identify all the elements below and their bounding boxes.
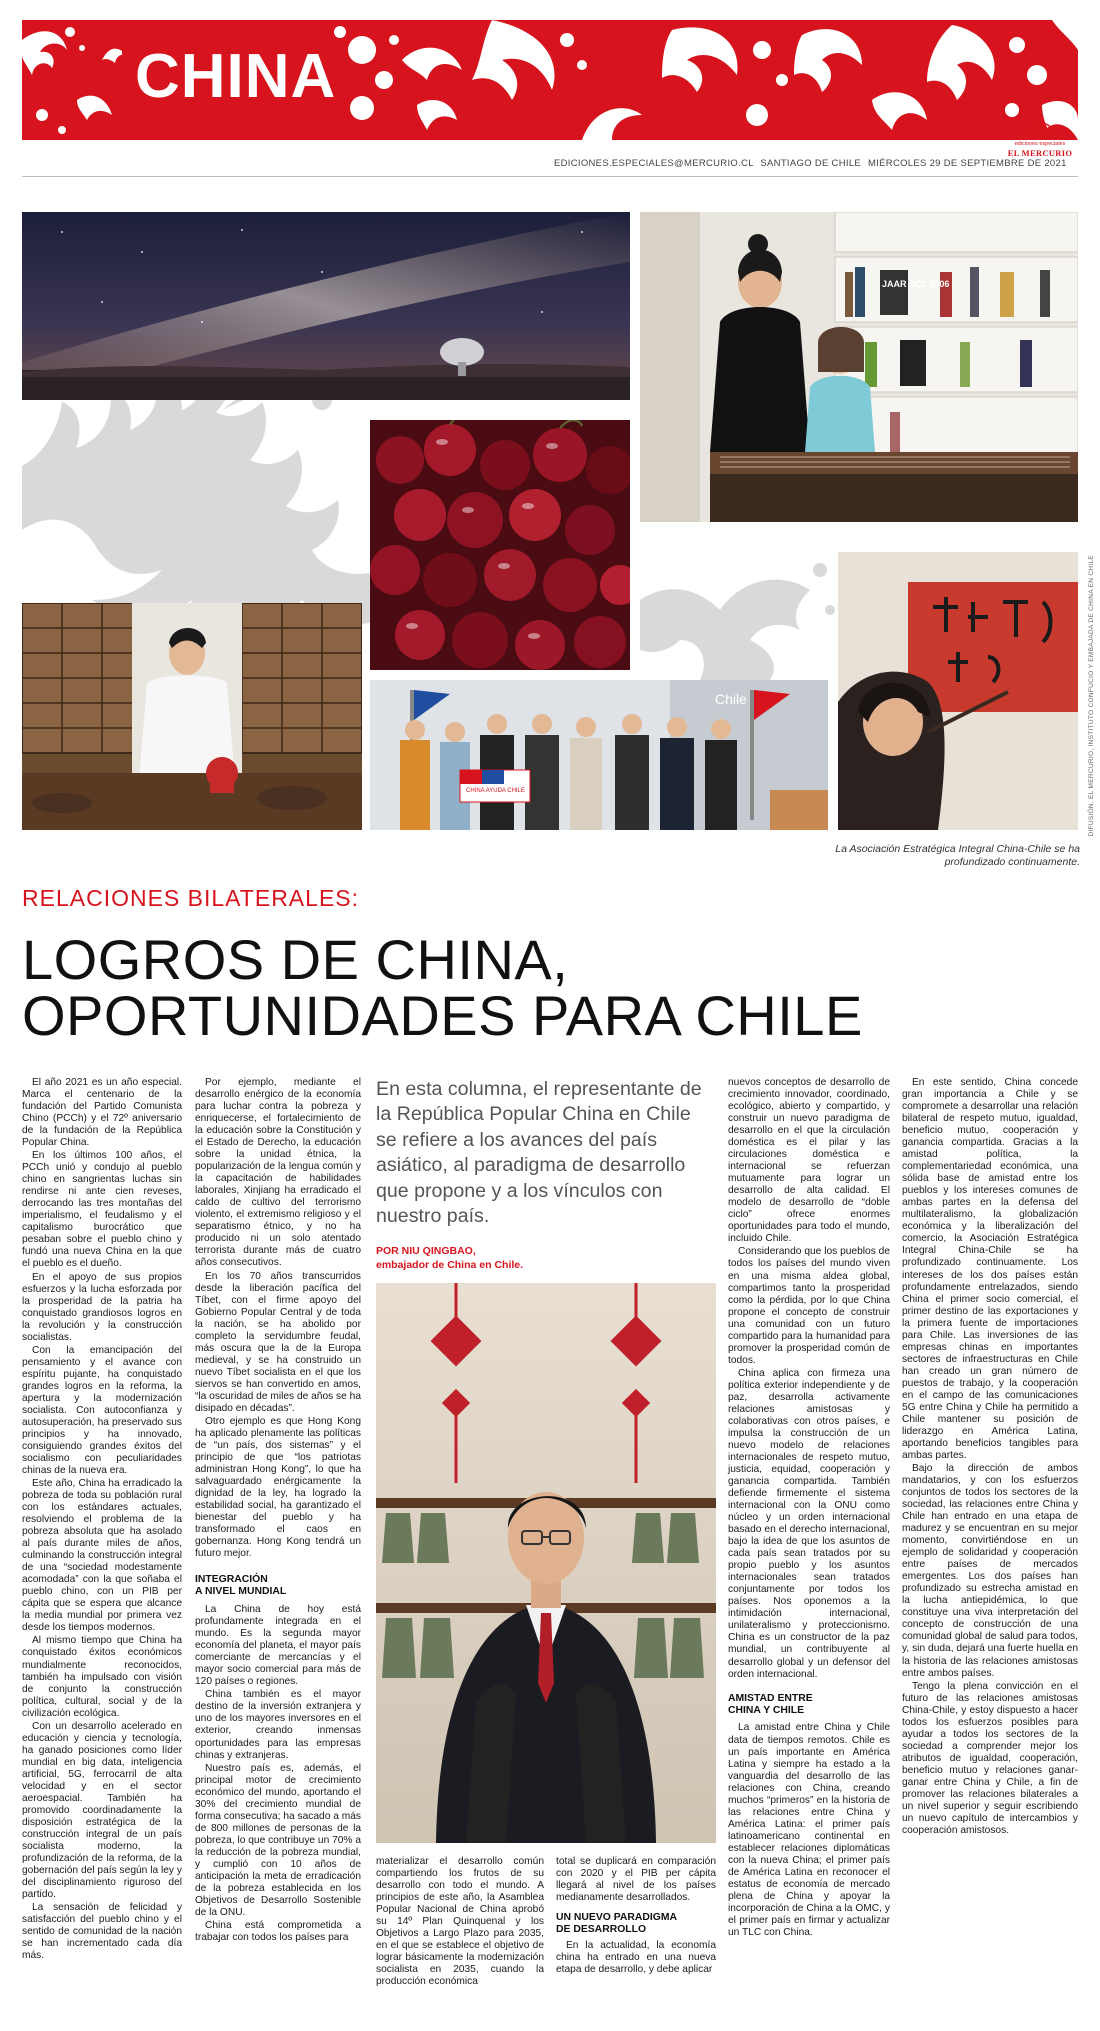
kicker: RELACIONES BILATERALES: <box>22 885 360 911</box>
article-column-1 <box>22 1077 182 1963</box>
byline <box>376 1245 716 1272</box>
subheading-line: A NIVEL MUNDIAL <box>195 1586 287 1598</box>
paragraph: La amistad entre China y Chile data de tiempos remotos. Chile es un país importante en América Latina y siempre ha estado a la vanguardia del desarrollo de las relaciones con China, creando muchos “primeros” en la historia de las relaciones entre China y América Latina: el primer país latinoamericano continental en establecer relaciones diplomáticas con la nueva China; el primer país de América Latina en reconocer el estatus de economía de mercado plena de China y apoyar la incorporación de China a la OMC, y el primer país en firmar y actualizar un TLC con China. <box>728 1722 890 1938</box>
subheading-line: INTEGRACIÓN <box>195 1574 268 1586</box>
lede: En esta columna, el representante de la República Popular China en Chile se refiere a los avances del país asiático, al paradigma de desarrollo que propone y a los vínculos con nuestro país. <box>376 1078 702 1228</box>
photo-music-lesson <box>640 212 1078 522</box>
photo-calligraphy <box>838 552 1078 830</box>
paragraph: China está comprometida a trabajar con todos los países para <box>195 1919 361 1943</box>
paragraph: Al mismo tiempo que China ha conquistado éxitos económicos mundialmente reconocidos, también ha impulsado con visión de conjunto la construcción política, cultural, social y de la civilización ecológica. <box>22 1635 182 1719</box>
byline-author: POR NIU QINGBAO, <box>376 1245 476 1257</box>
paragraph: La sensación de felicidad y satisfacción del pueblo chino y el sentido de comunidad de la nación se han incrementado cada día más. <box>22 1902 182 1962</box>
section-title: CHINA <box>135 42 337 111</box>
dateline-date: MIÉRCOLES 29 DE SEPTIEMBRE DE 2021 <box>868 158 1067 169</box>
photo-ambassador-portrait <box>376 1283 716 1843</box>
paragraph: Con la emancipación del pensamiento y el avance con espíritu pujante, ha conquistado grandes logros en la reforma, la apertura y la modernización socialista. Con autoconfianza y autosuperación, ha preservado sus principios y ha innovado, consiguiendo grandes éxitos del socialismo con peculiaridades chinas de la nueva era. <box>22 1344 182 1476</box>
paragraph: China también es el mayor destino de la inversión extranjera y uno de los mayores inversores en el exterior, creando inmensas oportunidades para las empresas chinas y extranjeras. <box>195 1689 361 1761</box>
paragraph: Por ejemplo, mediante el desarrollo enérgico de la economía para luchar contra la pobreza y enriquecerse, el fortalecimiento de la educación sobre la Constitución y el Estado de Derecho, la educación sobre la unidad étnica, la popularización de la lengua común y la capacitación de habilidades laborales, Xinjiang ha erradicado el caldo de cultivo del terrorismo violento, el extremismo religioso y el separatismo étnico, y no ha producido ni un solo atentado terrorista durante más de cuatro años consecutivos. <box>195 1077 361 1269</box>
paragraph: total se duplicará en comparación con 2020 y el PIB per cápita llegará al nivel de los países medianamente desarrollados. <box>556 1856 716 1904</box>
paragraph: Bajo la dirección de ambos mandatarios, y con los esfuerzos conjuntos de todos los sectores de la sociedad, las relaciones entre China y Chile han entrado en una etapa de madurez y se encuentran en su mejor momento, convirtiéndose en un ejemplo de solidaridad y cooperación entre países de mercados emergentes. Los dos países han profundizado su estrecha amistad en la lucha antiepidémica, lo que constituye una viva interpretación del concepto de construcción de una comunidad global de salud para todos, y, sin duda, dejará una fuerte huella en la historia de las relaciones amistosas entre ambos países. <box>902 1463 1078 1679</box>
subheading-line: UN NUEVO PARADIGMA <box>556 1912 678 1924</box>
publisher-name: EL MERCURIO <box>1007 147 1073 158</box>
dateline-city: SANTIAGO DE CHILE <box>760 158 862 169</box>
paragraph: Este año, China ha erradicado la pobreza de toda su población rural con los estándares actuales, resolviendo el problema de la pobreza absoluta que ha asolado al país durante miles de años, culminando la construcción integral de una “sociedad modestamente acomodada” con la que soñaba el pueblo chino, con un PIB per cápita que se espera que alcance la media mundial por primera vez desde los tiempos modernos. <box>22 1478 182 1634</box>
dateline-email[interactable]: EDICIONES.ESPECIALES@MERCURIO.CL <box>554 158 754 169</box>
photo-cherries <box>370 420 630 670</box>
banner-text: CHINA AYUDA CHILE <box>466 788 525 794</box>
section-banner <box>22 20 1078 140</box>
photo-medicine-pharmacy <box>22 603 362 830</box>
photo-credit: DIFUSIÓN, EL MERCURIO, INSTITUTO CONFUCIO Y EMBAJADA DE CHINA EN CHILE <box>1088 555 1095 837</box>
paragraph: Considerando que los pueblos de todos los países del mundo viven en una misma aldea global, compartimos tanto la prosperidad como la pérdida, por lo que China propone el concepto de construir una comunidad con un futuro compartido para la humanidad para promover la prosperidad común de todos. <box>728 1246 890 1366</box>
article-column-2 <box>195 1077 361 1945</box>
paragraph: En los últimos 100 años, el PCCh unió y condujo al pueblo chino en sangrientas luchas sin rendirse ni ante cien reveses, derrocando las tres montañas del imperialismo, el feudalismo y el capitalismo burocrático que pesaban sobre el pueblo chino y fundó una nueva China en la que el pueblo es el dueño. <box>22 1150 182 1270</box>
headline-line-1: LOGROS DE CHINA, <box>22 928 569 991</box>
chile-sign: Chile <box>715 691 747 707</box>
paragraph: materializar el desarrollo común compartiendo los frutos de su desarrollo con todo el mundo. A principios de este año, la Asamblea Popular Nacional de China aprobó su 14º Plan Quinquenal y los Objetivos a Largo Plazo para 2035, en el que se establece el objetivo de lograr básicamente la modernización socialista en 2035, cuando la producción económica <box>376 1856 544 1988</box>
subheading-integracion <box>195 1574 361 1598</box>
subheading-amistad <box>728 1693 890 1717</box>
paragraph: En el apoyo de sus propios esfuerzos y la lucha esforzada por la prosperidad de la patria ha conquistado grandiosos logros en la revolución y la construcción socialistas. <box>22 1271 182 1343</box>
photo-caption: La Asociación Estratégica Integral China-Chile se ha profundizado continuamente. <box>835 843 1080 869</box>
dragon-papercut-illustration-right <box>640 540 840 680</box>
paragraph: Otro ejemplo es que Hong Kong ha aplicado plenamente las políticas de “un país, dos sistemas” y el principio de que “los patriotas administran Hong Kong”, lo que ha salvaguardado enérgicamente la dignidad de la ley, ha logrado la estabilidad social, ha garantizado el bienestar del pueblo y ha transformado el caos en gobernanza. Hong Kong tendrá un futuro mejor. <box>195 1415 361 1560</box>
article-column-3-right <box>556 1856 716 1977</box>
headline-line-2: OPORTUNIDADES PARA CHILE <box>22 984 863 1047</box>
dateline <box>550 158 1067 169</box>
paragraph: En la actualidad, la economía china ha entrado en una nueva etapa de desarrollo, y debe aplicar <box>556 1940 716 1976</box>
el-mercurio-emblem-icon <box>1026 122 1054 140</box>
paragraph: Nuestro país es, además, el principal motor de crecimiento económico del mundo, aportando el 30% del crecimiento mundial de forma consecutiva; ha sacado a más de 800 millones de personas de la pobreza, lo que contribuye un 70% a la reducción de la pobreza mundial, y cumplió con 10 años de anticipación la meta de erradicación de la pobreza establecida en los Objetivos de Desarrollo Sostenible de la ONU. <box>195 1762 361 1918</box>
paragraph: En este sentido, China concede gran importancia a Chile y se compromete a desarrollar una relación bilateral de respeto mutuo, igualdad, beneficio mutuo, cooperación y ganancia compartida. Gracias a la amistad política, la complementariedad económica, una sólida base de amistad entre los pueblos y los intereses comunes de ambas partes en la defensa del multilateralismo, la globalización económica y la liberalización del comercio, la Asociación Estratégica Integral China-Chile se ha profundizado continuamente. Los intereses de los dos países están profundamente entrelazados, siendo China el primer socio comercial, el primer destino de las exportaciones y la primera fuente de importaciones para Chile. Las inversiones de las empresas chinas en importantes sectores de infraestructuras en Chile han creado un gran número de puestos de trabajo, y la cooperación en el campo de las comunicaciones 5G entre China y Chile ha permitido a Chile mantener su posición de liderazgo en América Latina, aportando beneficios tangibles para ambas partes. <box>902 1077 1078 1461</box>
book-label-1: JAAR SCL 2006 <box>882 279 950 289</box>
paragraph: nuevos conceptos de desarrollo de crecimiento innovador, coordinado, ecológico, abierto y compartido, y construir un nuevo paradigma de desarrollo en el que la circulación doméstica es el pilar y las circulaciones doméstica e internacional se refuerzan mutuamente para lograr un desarrollo de alta calidad. El modelo de desarrollo de “doble ciclo” ofrece enormes oportunidades para todo el mundo, incluido Chile. <box>728 1077 890 1245</box>
paragraph: La China de hoy está profundamente integrada en el mundo. Es la segunda mayor economía del planeta, el mayor país comerciante de mercancías y el mayor socio comercial para más de 120 países o regiones. <box>195 1604 361 1688</box>
paragraph: El año 2021 es un año especial. Marca el centenario de la fundación del Partido Comunista Chino (PCCh) y el 72º aniversario de la fundación de la República Popular China. <box>22 1077 182 1149</box>
top-rule <box>22 176 1078 177</box>
paragraph: Tengo la plena convicción en el futuro de las relaciones amistosas China-Chile, y estoy dispuesto a hacer todos los esfuerzos posibles para ayudar a todos los sectores de la sociedad a comprender mejor los atributos de igualdad, cooperación, beneficio mutuo y relaciones ganar-ganar entre China y Chile, a fin de promover las relaciones bilaterales a un nivel superior y seguir escribiendo un nuevo capítulo de intercambios y cooperación amistosos. <box>902 1680 1078 1836</box>
paragraph: En los 70 años transcurridos desde la liberación pacífica del Tíbet, con el firme apoyo del Gobierno Popular Central y de toda la nación, se ha abolido por completo la servidumbre feudal, más oscura que la de la Europa medieval, y se ha construido un nuevo Tíbet socialista en el que los siervos se han convertido en amos, “la oscuridad de miles de años se ha disipado en décadas”. <box>195 1270 361 1414</box>
byline-role: embajador de China en Chile. <box>376 1258 524 1271</box>
article-column-4 <box>728 1077 890 1940</box>
photo-donation-ceremony <box>370 680 828 830</box>
subheading-line: DE DESARROLLO <box>556 1924 647 1936</box>
article-column-3-left <box>376 1856 544 1989</box>
subheading-line: CHINA Y CHILE <box>728 1704 805 1716</box>
article-column-5 <box>902 1077 1078 1838</box>
photo-observatory-night-sky <box>22 212 630 400</box>
subheading-line: AMISTAD ENTRE <box>728 1692 813 1704</box>
headline <box>22 928 1078 1047</box>
subheading-nuevo-paradigma <box>556 1912 716 1936</box>
publisher-logo <box>1000 122 1080 158</box>
paragraph: China aplica con firmeza una política exterior independiente y de paz, desarrolla activamente relaciones amistosas y colaborativas con otros países, e impulsa la construcción de un nuevo modelo de relaciones internacionales de respeto mutuo, justicia, equidad, cooperación y ganancia compartida. También defiende firmemente el sistema internacional con la ONU como núcleo y un orden internacional basado en el derecho internacional, bajo la idea de que los asuntos de cada país sean tratados por su propio pueblo y los asuntos internacionales sean tratados conjuntamente por todos los países. Nos oponemos a la intimidación internacional, unilateralismo y proteccionismo. China es un constructor de la paz mundial, un contribuyente al desarrollo global y un defensor del orden internacional. <box>728 1367 890 1680</box>
publisher-sub: ediciones especiales <box>1014 141 1066 147</box>
paragraph: Con un desarrollo acelerado en educación y ciencia y tecnología, ha ganado posiciones como líder mundial en big data, inteligencia artificial, 5G, ferrocarril de alta velocidad y en el sector aeroespacial. También ha promovido coordinadamente la disposición estratégica de la construcción integral de un país socialista moderno, la profundización de la reforma, de la gobernación del país según la ley y del disciplinamiento riguroso del partido. <box>22 1720 182 1901</box>
